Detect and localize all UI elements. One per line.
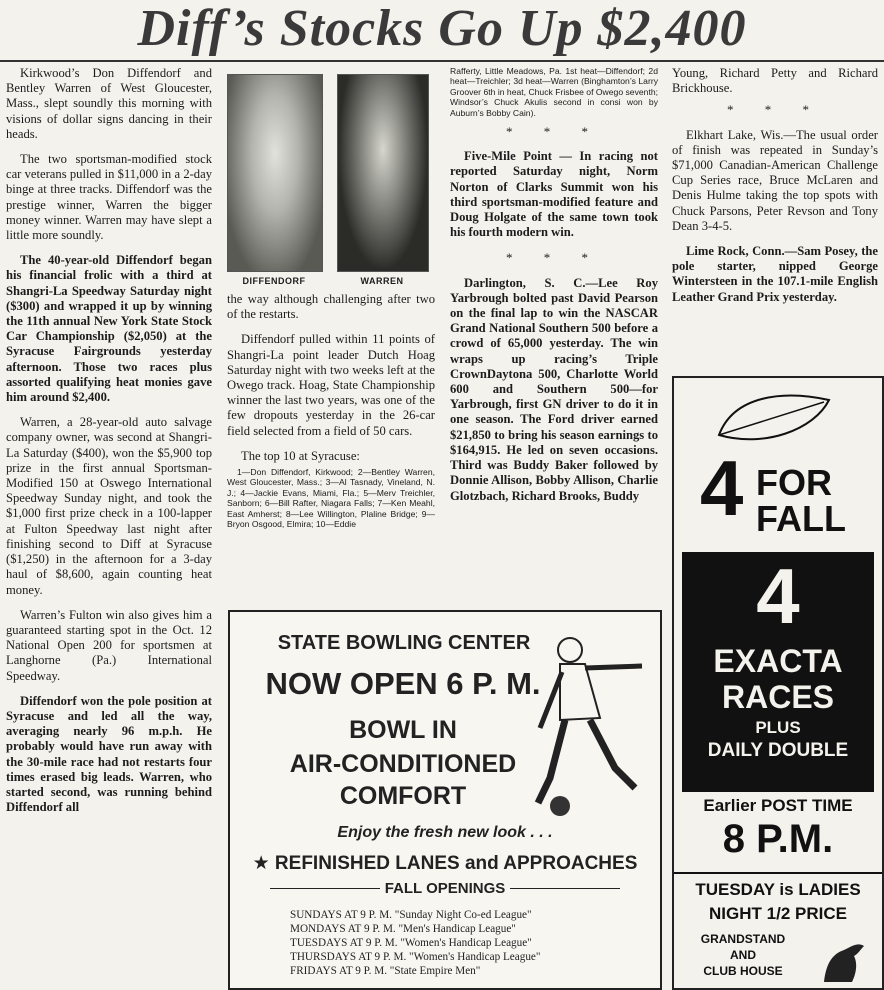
article-column-4	[672, 66, 878, 315]
league-row: FRIDAYS AT 9 P. M. "State Empire Men"	[290, 965, 481, 977]
photo-caption-right: WARREN	[360, 276, 404, 286]
article-paragraph: Diffendorf won the pole position at Syracuse and led all the way, averaging nearly 96 m.p.h. He probably would have run away with the 30-mile race had not restarts four times erased big leads. Warren, who started second, was running behind Diffendorf all	[6, 693, 212, 815]
article-paragraph: Diffendorf pulled within 11 points of Shangri-La point leader Dutch Hoag Saturday night with two weeks left at the Owego track. Hoag, State Championship winner the last two years, was one of the few dropouts yesterday in the 26-car field selected from a field of 50 cars.	[227, 332, 435, 438]
ad-comfort: COMFORT	[339, 782, 467, 810]
photo-caption-left: DIFFENDORF	[242, 276, 306, 286]
warren-photo	[337, 74, 429, 272]
exacta-block	[682, 552, 874, 792]
bowling-center-ad	[228, 610, 662, 990]
ad-fall-openings: FALL OPENINGS	[380, 880, 510, 897]
article-paragraph: Kirkwood’s Don Diffendorf and Bentley Warren of West Gloucester, Mass., slept soundly this morning with visions of dollar signs dancing in their heads.	[6, 66, 212, 141]
daily-double-label: DAILY DOUBLE	[707, 740, 849, 761]
ad-divider	[674, 872, 882, 874]
article-paragraph: Elkhart Lake, Wis.—The usual order of finish was repeated in Sunday’s $71,000 Canadian-American Challenge Cup Series race, Bruce McLaren and Denis Hulme taking the top spots with Chuck Parsons, Peter Revson and Tony Dean 3-4-5.	[672, 127, 878, 233]
league-row: THURSDAYS AT 9 P. M. "Women's Handicap League"	[290, 951, 541, 963]
horse-icon	[814, 938, 874, 984]
headline-rule	[0, 60, 884, 62]
headline: Diff’s Stocks Go Up $2,400	[137, 0, 747, 57]
four-for-fall-number: 4	[700, 444, 744, 532]
exacta-races-ad	[672, 376, 884, 990]
races-label: RACES	[721, 679, 834, 715]
ad-air-conditioned: AIR-CONDITIONED	[289, 750, 517, 778]
article-paragraph: Young, Richard Petty and Richard Brickhouse.	[672, 66, 878, 96]
exacta-label: EXACTA	[713, 643, 843, 679]
article-paragraph: the way although challenging after two of the restarts.	[227, 292, 435, 322]
section-divider: * * *	[506, 250, 602, 266]
fall-label: FALL	[756, 498, 846, 539]
post-time-value: 8 P.M.	[722, 817, 834, 861]
grandstand-label: GRANDSTAND	[700, 932, 786, 946]
ladies-night-line1: TUESDAY is LADIES	[695, 880, 861, 899]
article-column-2	[227, 292, 435, 529]
ad-bowl-in: BOWL IN	[349, 716, 457, 744]
article-paragraph: Warren, a 28-year-old auto salvage company owner, was second at Shangri-La Saturday ($400), won the $5,900 top prize in the first annual Sportsman-Modified 150 at Oswego International Speedway Sunday night, and took the $1,000 first prize check in a 100-lapper at Fulton Speedway last night after finishing second to Diff at Syracuse ($1,250) in the afternoon for a 3-day haul of $8,600, again counting heat money.	[6, 415, 212, 597]
article-paragraph: Lime Rock, Conn.—Sam Posey, the pole starter, nipped George Wintersteen in the 107.1-mile English Leather Grand Prix yesterday.	[672, 244, 878, 304]
ad-enjoy: Enjoy the fresh new look . . .	[337, 824, 553, 841]
leaf-icon	[714, 390, 834, 448]
league-row: MONDAYS AT 9 P. M. "Men's Handicap League"	[290, 923, 516, 935]
section-divider: * * *	[727, 102, 823, 118]
clubhouse-label: CLUB HOUSE	[703, 964, 783, 978]
ladies-night-line2: NIGHT 1/2 PRICE	[709, 904, 847, 923]
article-paragraph: The two sportsman-modified stock car veterans pulled in $11,000 in a 2-day binge at three tracks. Diffendorf was the prestige winner, Warren the bigger money winner. Warren may have slept a little more soundly.	[6, 152, 212, 243]
big-four: 4	[756, 552, 800, 640]
for-label: FOR	[756, 462, 832, 503]
section-divider: * * *	[506, 124, 602, 140]
ad-refinished: ★ REFINISHED LANES and APPROACHES	[252, 853, 638, 874]
plus-label: PLUS	[755, 718, 801, 737]
league-row: SUNDAYS AT 9 P. M. "Sunday Night Co-ed League"	[290, 909, 532, 921]
results-continued: Rafferty, Little Meadows, Pa. 1st heat—Diffendorf; 2d heat—Treichler; 3d heat—Warren (Binghamton’s Larry Groover 6th in heat, Chuck Frisbee of Owego seventh; Windsor’s Chuck Akulis second in consi won by Auburn’s Bobby Cain).	[450, 66, 658, 118]
top10-list: 1—Don Diffendorf, Kirkwood; 2—Bentley Warren, West Gloucester, Mass.; 3—Al Tasnady, Vineland, N. J.; 4—Jackie Evans, Miami, Fla.; 5—Merv Treichler, Sanborn; 6—Bill Rafter, Niagara Falls; 7—Ken Meahl, East Amherst; 8—Lee Willington, Plaline Bridge; 9—Bryon Osgood, Elmira; 10—Eddie	[227, 467, 435, 530]
ad-open-hours: NOW OPEN 6 P. M.	[265, 666, 541, 701]
article-paragraph: Darlington, S. C.—Lee Roy Yarbrough bolted past David Pearson on the final lap to win the NASCAR Grand National Southern 500 before a crowd of 65,000 yesterday. The win wraps up racing’s Triple CrownDaytona 500, Charlotte World 600 and Southern 500—for Yarbrough, first GN driver to do it in one season. The Ford driver earned $21,850 to bring his season earnings to $164,915. He led on seven occasions. Third was Buddy Baker followed by Donnie Allison, Bobby Allison, Charlie Glotzbach, Richard Brooks, Buddy	[450, 275, 658, 503]
league-schedule	[290, 908, 650, 978]
ad-title: STATE BOWLING CENTER	[277, 632, 531, 654]
article-paragraph: Five-Mile Point — In racing not reported Saturday night, Norm Norton of Clarks Summit won his third sportsman-modified feature and Doug Holgate of the same town took his fourth modern win.	[450, 149, 658, 240]
and-label: AND	[730, 948, 756, 962]
bowler-illustration	[530, 628, 656, 818]
diffendorf-photo	[227, 74, 323, 272]
article-column-3	[450, 66, 658, 514]
league-row: TUESDAYS AT 9 P. M. "Women's Handicap League"	[290, 937, 532, 949]
article-paragraph: Warren’s Fulton win also gives him a guaranteed starting spot in the Oct. 12 National Open 200 for sportsmen at Langhorne (Pa.) International Speedway.	[6, 607, 212, 683]
article-column-1	[6, 66, 212, 825]
earlier-post-time: Earlier POST TIME	[703, 796, 853, 815]
article-paragraph: The 40-year-old Diffendorf began his financial frolic with a third at Shangri-La Speedway Saturday night ($300) and wrapped it up by winning the 11th annual New York State Stock Car Championship ($2,050) at the Syracuse Fairgrounds yesterday afternoon. Those two races plus assorted qualifying heat monies gave him around $2,400.	[6, 253, 212, 405]
top10-heading: The top 10 at Syracuse:	[241, 448, 360, 463]
